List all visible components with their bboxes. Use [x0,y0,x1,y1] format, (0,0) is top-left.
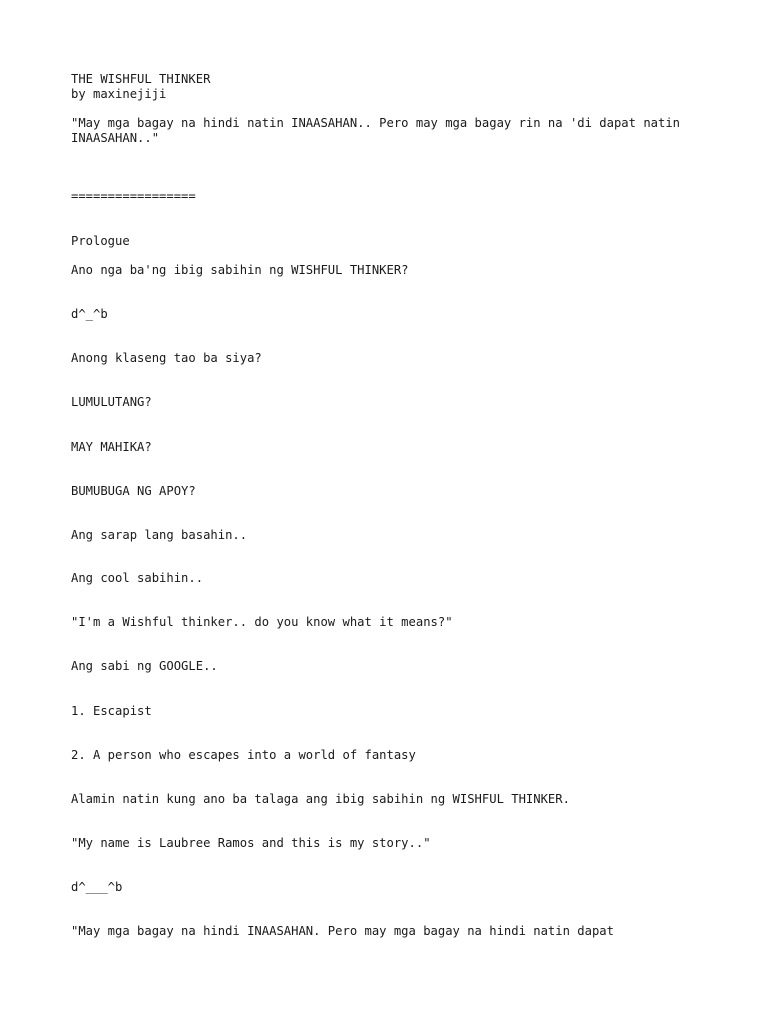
paragraph: BUMUBUGA NG APOY? [71,484,196,498]
section-heading: Prologue [71,234,130,248]
paragraph: d^___^b [71,880,123,894]
paragraph: Anong klaseng tao ba siya? [71,351,262,365]
epigraph-line: INAASAHAN.." [71,131,160,145]
paragraph: Ano nga ba'ng ibig sabihin ng WISHFUL THINKER? [71,263,409,277]
paragraph: Alamin natin kung ano ba talaga ang ibig sabihin ng WISHFUL THINKER. [71,792,570,806]
epigraph-line: "May mga bagay na hindi natin INAASAHAN.. Pero may mga bagay rin na 'di dapat natin [71,116,681,130]
paragraph: MAY MAHIKA? [71,440,152,454]
document-title: THE WISHFUL THINKER [71,72,211,86]
section-separator: ================= [71,189,196,203]
paragraph: Ang cool sabihin.. [71,571,204,585]
paragraph: LUMULUTANG? [71,395,152,409]
paragraph: "I'm a Wishful thinker.. do you know what it means?" [71,615,453,629]
list-item: 2. A person who escapes into a world of fantasy [71,748,416,762]
document-byline: by maxinejiji [71,87,167,101]
paragraph: Ang sabi ng GOOGLE.. [71,659,218,673]
paragraph: "My name is Laubree Ramos and this is my story.." [71,836,431,850]
list-item: 1. Escapist [71,704,152,718]
paragraph: d^_^b [71,307,108,321]
paragraph: "May mga bagay na hindi INAASAHAN. Pero may mga bagay na hindi natin dapat [71,924,614,938]
paragraph: Ang sarap lang basahin.. [71,528,248,542]
